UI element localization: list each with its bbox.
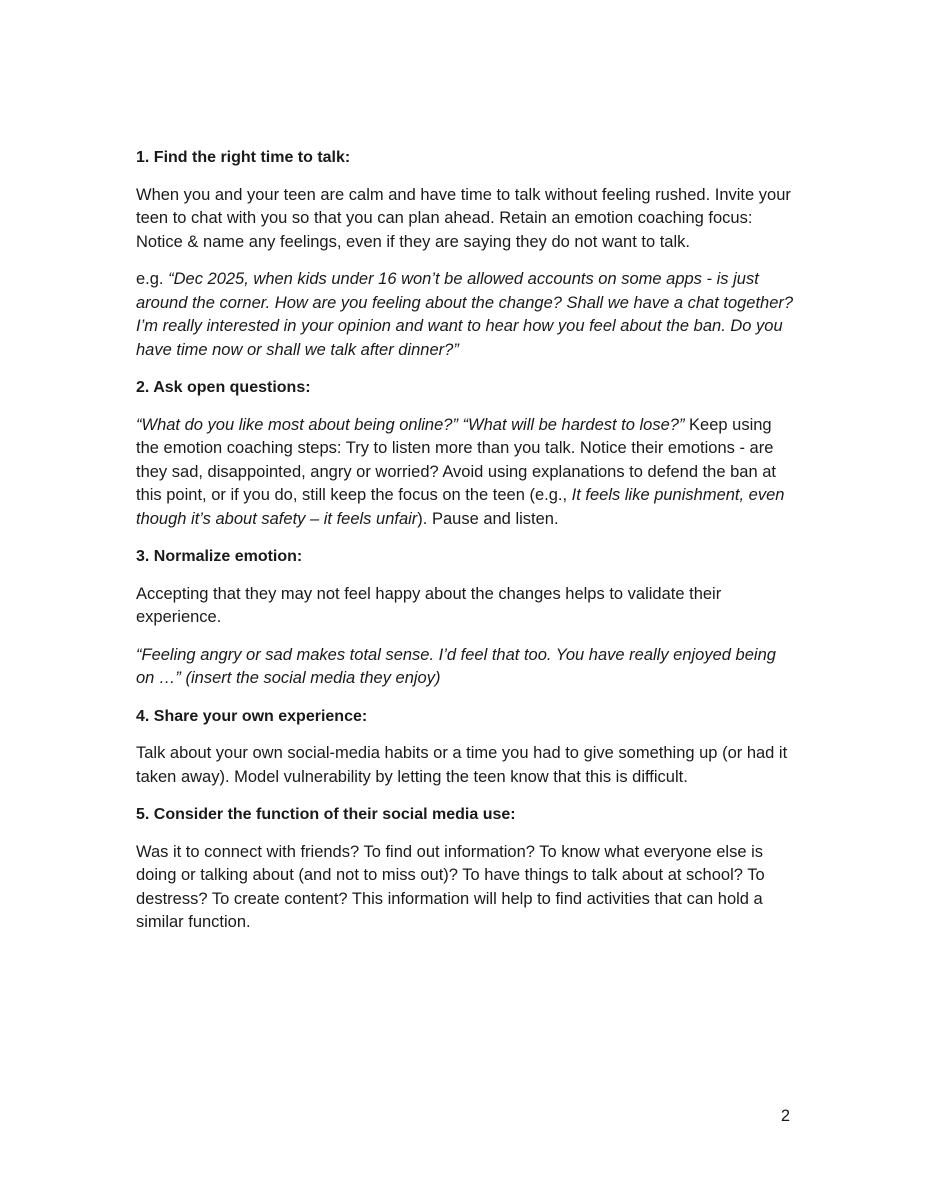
example-prefix: e.g. <box>136 270 169 288</box>
section-3-heading: 3. Normalize emotion: <box>136 548 303 565</box>
example-quote: “Dec 2025, when kids under 16 won’t be allowed accounts on some apps - is just around the corner. How are you feeling about the change? Shall we have a chat together? I’m really interested in your opinion and want to hear how you feel about the ban. Do you have time now or shall we talk after dinner?” <box>136 270 794 359</box>
section-2-heading: 2. Ask open questions: <box>136 379 311 396</box>
document-page-content <box>136 146 796 949</box>
section-4-heading: 4. Share your own experience: <box>136 707 368 725</box>
section-2-inline-quote: It feels like punishment, even though it’s about safety – it feels unfair <box>136 486 785 528</box>
section-1-paragraph: When you and your teen are calm and have time to talk without feeling rushed. Invite your teen to chat with you so that you can plan ahead. Retain an emotion coaching focus: Notice & name any feelings, even if they are saying they do not want to talk. <box>136 185 791 251</box>
section-2-paragraph <box>136 414 796 532</box>
section-5-heading: 5. Consider the function of their social media use: <box>136 806 516 823</box>
section-2-text-b: ). Pause and listen. <box>417 509 559 528</box>
section-5-paragraph: Was it to connect with friends? To find out information? To know what everyone else is doing or talking about (and not to miss out)? To have things to talk about at school? To destress? To create content? This information will help to find activities that can hold a similar function. <box>136 842 765 931</box>
page-number: 2 <box>780 1107 790 1125</box>
section-3-quote: “Feeling angry or sad makes total sense. I’d feel that too. You have really enjoyed being on …” (insert the social media they enjoy) <box>136 645 776 687</box>
section-2-text-a: Keep using the emotion coaching steps: Try to listen more than you talk. Notice their emotions - are they sad, disappointed, angry or worried? Avoid using explanations to defend the ban at this point, or if you do, still keep the focus on the teen (e.g., <box>136 415 776 504</box>
section-3-paragraph: Accepting that they may not feel happy about the changes helps to validate their experience. <box>136 584 722 626</box>
section-4-paragraph: Talk about your own social-media habits or a time you had to give something up (or had it taken away). Model vulnerability by letting the teen know that this is difficult. <box>136 744 788 786</box>
section-1-heading: 1. Find the right time to talk: <box>136 149 351 166</box>
section-1-example <box>136 268 796 362</box>
open-questions-quote: “What do you like most about being online?” “What will be hardest to lose?” <box>136 415 685 434</box>
